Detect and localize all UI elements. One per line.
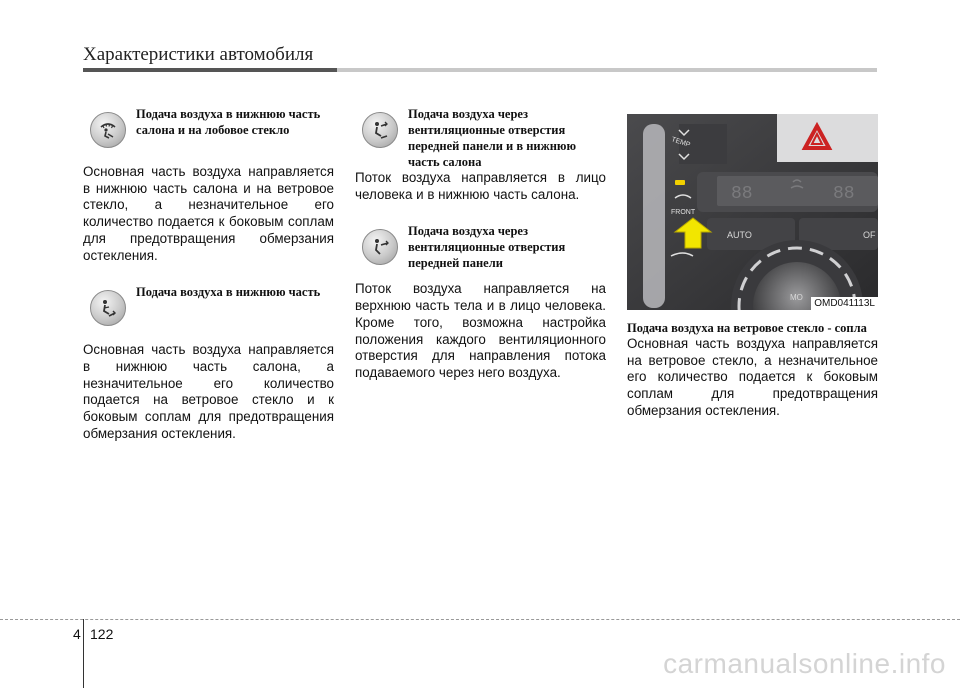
column-1 [83,106,334,442]
section-number: 4 [73,626,81,642]
mode-floor [83,284,334,342]
footer-dashed-line [0,619,960,620]
auto-button-label: AUTO [727,230,752,240]
floor-mode-icon [90,290,126,326]
mode-floor-defrost [83,106,334,164]
page-number: 122 [90,626,114,642]
mode-bi-level [355,106,606,170]
mode-title: Подача воздуха в нижнюю часть салона и на лобовое стекло [136,107,321,137]
watermark: carmanualsonline.info [663,648,946,679]
off-button-label: OF [863,230,876,240]
floor-defrost-mode-icon [90,112,126,148]
mode-title: Подача воздуха в нижнюю часть [136,285,321,300]
image-code: OMD041113L [811,297,878,310]
mode-title: Подача воздуха через вентиляционные отверстия передней панели и в нижнюю часть салона [408,107,577,169]
mode-description: Основная часть воздуха направляется в нижнюю часть салона, а незначительное его количество подается на ветровое стекло и к боковым соплам для предотвращения обмерзания остекления. [83,342,334,441]
mode-knob-label: MO [790,293,803,302]
front-defrost-label: FRONT [671,209,696,216]
mode-description: Поток воздуха направляется в лицо человека и в нижнюю часть салона. [355,170,606,202]
face-mode-icon [362,229,398,265]
mode-face [355,223,606,281]
mode-description: Основная часть воздуха направляется в нижнюю часть салона и на ветровое стекло, а незначительное его количество подается к боковым соплам для предотвращения обмерзания остекления. [83,164,334,263]
photo-caption: Подача воздуха на ветровое стекло - сопла [627,321,867,335]
section-header-title: Характеристики автомобиля [83,44,314,65]
temp-label: TEMP [670,136,692,149]
mode-description: Поток воздуха направляется на верхнюю часть тела и в лицо человека. Кроме того, возможна настройка положения каждого вентиляционного отверстия для направления потока подаваемого через него воздуха. [355,281,606,380]
display-right-readout: 88 [833,184,855,204]
display-left-readout: 88 [731,184,753,204]
mode-title: Подача воздуха через вентиляционные отверстия передней панели [408,224,566,271]
bi-level-mode-icon [362,112,398,148]
mode-description: Основная часть воздуха направляется на ветровое стекло, а незначительное его количество подается к боковым соплам для предотвращения обмерзания остекления. [627,336,878,418]
column-2 [355,106,606,382]
header-rule [83,68,877,72]
footer-divider [83,619,84,688]
column-3 [627,114,878,420]
climate-control-panel-photo [627,114,878,310]
